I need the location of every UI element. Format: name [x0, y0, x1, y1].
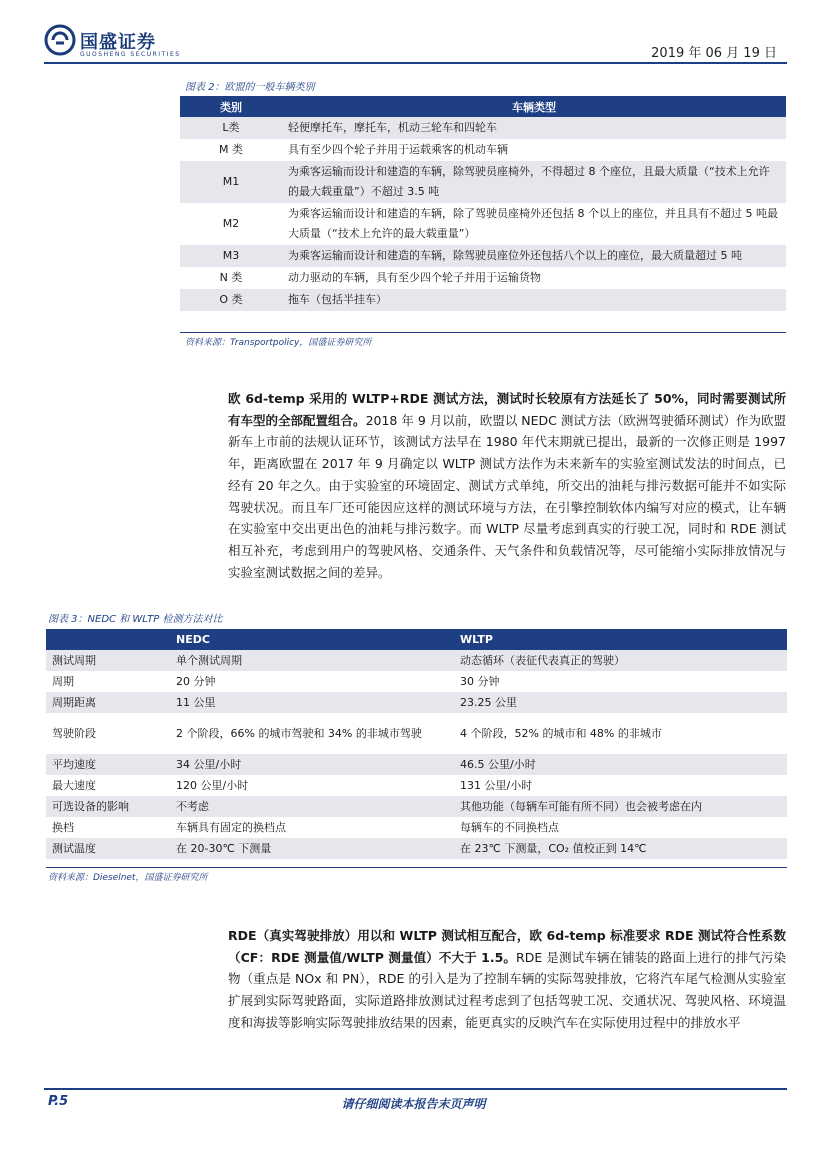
- paragraph-body: RDE 是测试车辆在铺装的路面上进行的排气污染物（重点是 NOx 和 PN），RDE 的引入是为了控制车辆的实际驾驶排放，它将汽车尾气检测从实验室扩展到实际驾驶路面，实际道路排放测试过程考虑到了包括驾驶工况、交通状况、驾驶风格、环境温度和海拔等影响实际驾驶排放结果的因素，能更真实的反映汽车在实际使用过程中的排放水平: [228, 949, 787, 1030]
- vehicle-type-cell: 具有至少四个轮子并用于运载乘客的机动车辆: [288, 143, 508, 156]
- wltp-cell: 131 公里/小时: [460, 778, 533, 792]
- wltp-cell: 每辆车的不同换档点: [460, 820, 559, 834]
- item-cell: 周期距离: [46, 692, 172, 713]
- wltp-cell: 23.25 公里: [456, 692, 787, 713]
- category-cell: N 类: [219, 271, 243, 284]
- vehicle-type-cell: 为乘客运输而设计和建造的车辆，除驾驶员座椅外，不得超过 8 个座位，且最大质量（“技术上允许的最大载重量”）不超过 3.5 吨: [282, 161, 786, 203]
- table-row: [180, 203, 786, 245]
- table-header-row: [180, 96, 786, 117]
- vehicle-type-cell: 轻便摩托车，摩托车，机动三轮车和四轮车: [282, 117, 786, 139]
- paragraph-lead: 欧 6d-temp 采用的 WLTP+RDE 测试方法，测试时长较原有方法延长了 50%，同时需要测试所有车型的全部配置组合。: [228, 391, 786, 428]
- table-header-row: [46, 629, 787, 650]
- header-item: [46, 629, 172, 650]
- table-row: [46, 838, 787, 859]
- nedc-cell: 车辆具有固定的换档点: [176, 820, 286, 834]
- footer-divider: [44, 1088, 787, 1090]
- item-cell: 驾驶阶段: [52, 727, 96, 740]
- header-divider: [44, 62, 787, 64]
- vehicle-type-cell: 为乘客运输而设计和建造的车辆，除了驾驶员座椅外还包括 8 个以上的座位，并且具有不超过 5 吨最大质量（“技术上允许的最大载重量”）: [288, 207, 778, 240]
- item-cell: 周期: [52, 674, 74, 688]
- category-cell: M3: [180, 245, 282, 267]
- body-paragraph-wltp: [228, 388, 786, 583]
- wltp-cell: 46.5 公里/小时: [456, 754, 787, 775]
- wltp-cell: 在 23℃ 下测量，CO₂ 值校正到 14℃: [456, 838, 787, 859]
- logo-text-en: GUOSHENG SECURITIES: [80, 51, 181, 58]
- table-row: [46, 754, 787, 775]
- table-row: [180, 267, 786, 289]
- figure2-title: 图表 2：欧盟的一般车辆类别: [185, 82, 315, 93]
- figure2-source: 资料来源：Transportpolicy，国盛证券研究所: [185, 338, 372, 348]
- table-row: [180, 117, 786, 139]
- nedc-wltp-comparison-table: [46, 629, 787, 859]
- guosheng-logo-icon: [44, 24, 76, 56]
- figure3-source: 资料来源：Dieselnet，国盛证券研究所: [48, 873, 208, 883]
- header-wltp: WLTP: [456, 629, 787, 650]
- table-row: [180, 139, 786, 161]
- nedc-cell: 在 20-30℃ 下测量: [172, 838, 456, 859]
- table-row: [46, 650, 787, 671]
- category-cell: M 类: [219, 143, 243, 156]
- nedc-cell: 120 公里/小时: [176, 778, 249, 792]
- item-cell: 测试周期: [46, 650, 172, 671]
- paragraph-lead: RDE（真实驾驶排放）用以和 WLTP 测试相互配合，欧 6d-temp 标准要求 RDE 测试符合性系数（CF：RDE 测量值/WLTP 测量值）不大于 1.5。: [228, 928, 786, 965]
- figure3-title: 图表 3：NEDC 和 WLTP 检测方法对比: [48, 614, 223, 625]
- nedc-cell: 2 个阶段，66% 的城市驾驶和 34% 的非城市驾驶: [176, 727, 422, 740]
- item-cell: 平均速度: [46, 754, 172, 775]
- table2-bottom-rule: [180, 332, 786, 333]
- item-cell: 最大速度: [52, 778, 96, 792]
- item-cell: 换档: [52, 820, 74, 834]
- table-row: [46, 796, 787, 817]
- company-logo: [44, 24, 204, 64]
- logo-text-cn: 国盛证券: [80, 32, 156, 53]
- item-cell: 测试温度: [46, 838, 172, 859]
- category-cell: M2: [222, 217, 240, 230]
- disclaimer-text: 请仔细阅读本报告末页声明: [341, 1097, 486, 1111]
- header-vehicle-type: 车辆类型: [282, 96, 786, 117]
- wltp-cell: 4 个阶段，52% 的城市和 48% 的非城市: [460, 727, 662, 740]
- vehicle-type-cell: 为乘客运输而设计和建造的车辆，除驾驶员座位外还包括八个以上的座位，最大质量超过 5 吨: [282, 245, 786, 267]
- report-date: 2019 年 06 月 19 日: [651, 46, 777, 61]
- table-row: [46, 775, 787, 796]
- nedc-cell: 20 分钟: [176, 674, 216, 688]
- wltp-cell: 动态循环（表征代表真正的驾驶）: [456, 650, 787, 671]
- table3-bottom-rule: [46, 867, 787, 868]
- category-cell: O 类: [180, 289, 282, 311]
- table-row: [180, 245, 786, 267]
- item-cell: 可选设备的影响: [46, 796, 172, 817]
- paragraph-body: 2018 年 9 月以前，欧盟以 NEDC 测试方法（欧洲驾驶循环测试）作为欧盟新车上市前的法规认证环节，该测试方法早在 1980 年代末期就已提出，最新的一次修正则是 1997 年，距离欧盟在 2017 年 9 月确定以 WLTP 测试方法作为未来新车的实验室测试发法的时间点，已经有 20 年之久。由于实验室的环境固定、测试方式单纯，所交出的油耗与排污数据可能并不如实际驾驶状况。而且车厂还可能因应这样的测试环境与方法，在引擎控制软体内编写对应的模式，让车辆在实验室中交出更出色的油耗与排污数字。而 WLTP 尽量考虑到真实的行驶工况，同时和 RDE 测试相互补充，考虑到用户的驾驶风格、交通条件、天气条件和负载情况等，尽可能缩小实际排放情况与实验室测试数据之间的差异。: [228, 412, 786, 580]
- nedc-cell: 不考虑: [172, 796, 456, 817]
- header-nedc: NEDC: [172, 629, 456, 650]
- vehicle-type-cell: 动力驱动的车辆，具有至少四个轮子并用于运输货物: [288, 271, 541, 284]
- category-cell: M1: [180, 161, 282, 203]
- table-row: [46, 713, 787, 754]
- header-category: 类别: [180, 96, 282, 117]
- vehicle-type-cell: 拖车（包括半挂车）: [282, 289, 786, 311]
- table-row: [46, 692, 787, 713]
- page-number: P.5: [48, 1094, 69, 1109]
- body-paragraph-rde: [228, 925, 786, 1034]
- table-row: [46, 671, 787, 692]
- table-row: [46, 817, 787, 838]
- nedc-cell: 11 公里: [172, 692, 456, 713]
- table-row: [180, 289, 786, 311]
- table-row: [180, 161, 786, 203]
- vehicle-category-table: [180, 96, 786, 311]
- wltp-cell: 30 分钟: [460, 674, 500, 688]
- nedc-cell: 34 公里/小时: [172, 754, 456, 775]
- category-cell: L类: [180, 117, 282, 139]
- wltp-cell: 其他功能（每辆车可能有所不同）也会被考虑在内: [456, 796, 787, 817]
- nedc-cell: 单个测试周期: [172, 650, 456, 671]
